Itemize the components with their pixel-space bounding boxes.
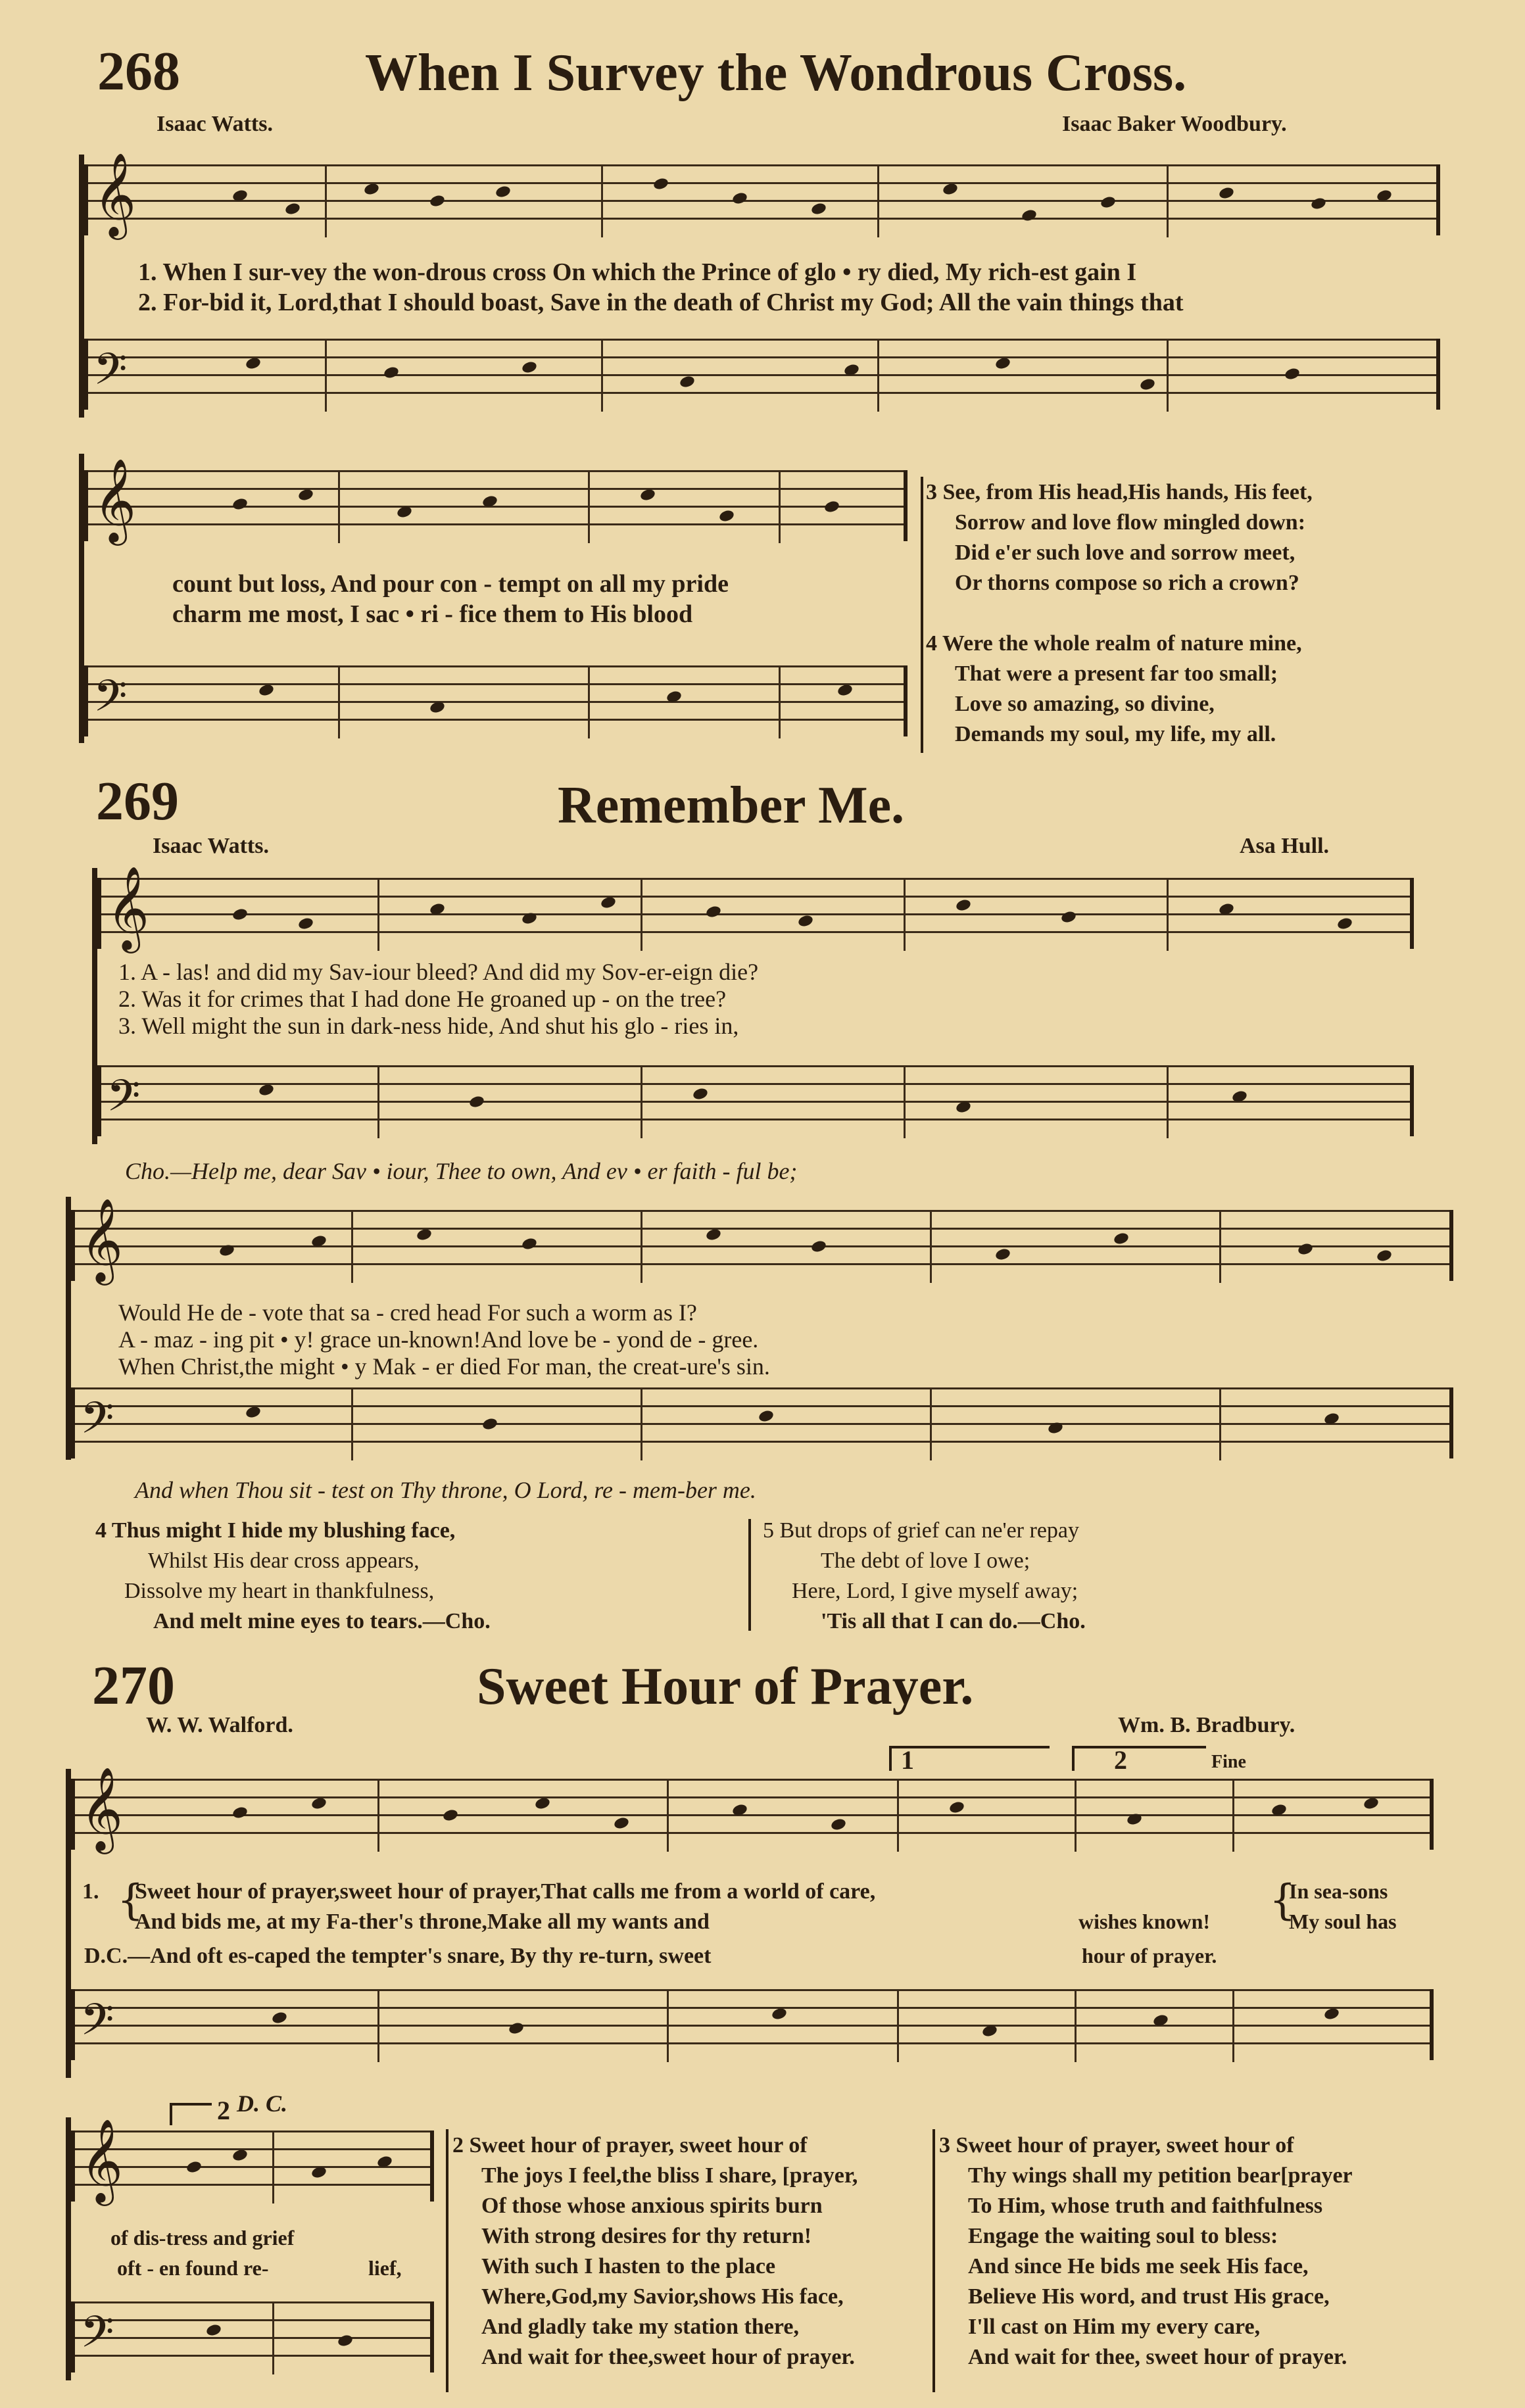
lyric-line: When Christ,the might • y Mak - er died For man, the creat-ure's sin. [118, 1353, 770, 1380]
stanza-4: 4 Thus might I hide my blushing face, Whilst His dear cross appears, Dissolve my heart in thankfulness, And melt mine eyes to tears.—Cho. [95, 1518, 491, 1633]
lyric-line: 3. Well might the sun in dark-ness hide, And shut his glo - ries in, [118, 1013, 739, 1039]
lyric-line: In sea-sons [1289, 1879, 1388, 1903]
lyric-line: lief, [368, 2256, 402, 2280]
stanza-3: 3 See, from His head,His hands, His feet, Sorrow and love flow mingled down: Did e'er such love and sorrow meet, Or thorns compose so rich a crown? [926, 480, 1313, 595]
music-staff-treble [71, 1766, 1434, 1850]
lyric-line: 2. For-bid it, Lord,that I should boast, Save in the death of Christ my God; All the vain things that [138, 289, 1184, 316]
system-bracket [66, 1197, 71, 1460]
column-divider [921, 477, 923, 753]
music-staff-treble [71, 2118, 434, 2202]
treble-clef-icon: 𝄞 [80, 1197, 124, 1282]
stanza-4: 4 Were the whole realm of nature mine, That were a present far too small; Love so amazing, so divine, Demands my soul, my life, my all. [926, 631, 1302, 746]
music-staff-bass [84, 665, 908, 736]
second-ending-number: 2 [217, 2096, 230, 2125]
treble-clef-icon: 𝄞 [93, 458, 137, 542]
music-staff-bass [71, 1387, 1453, 1458]
second-ending-bracket: 2 [1072, 1746, 1206, 1771]
lyric-line: 2. Was it for crimes that I had done He groaned up - on the tree? [118, 986, 727, 1012]
lyric-line: And bids me, at my Fa-ther's throne,Make all my wants and [135, 1910, 710, 1934]
music-credit: Wm. B. Bradbury. [1118, 1713, 1295, 1737]
music-staff-bass [84, 339, 1440, 410]
music-staff-bass [71, 1989, 1434, 2060]
first-ending-bracket [170, 2103, 212, 2125]
hymn-number: 268 [97, 41, 180, 102]
music-staff-treble [84, 458, 908, 542]
lyric-line: 1. When I sur-vey the won-drous cross On which the Prince of glo • ry died, My rich-est gain I [138, 258, 1137, 286]
lyric-line: count but loss, And pour con - tempt on all my pride [172, 570, 729, 598]
treble-clef-icon: 𝄞 [107, 865, 150, 950]
bass-clef-icon: 𝄢 [80, 1994, 114, 2056]
lyric-line: Sweet hour of prayer,sweet hour of prayer,That calls me from a world of care, [135, 1879, 876, 1904]
verse-number: 1. [82, 1879, 99, 1904]
fine-mark: Fine [1211, 1752, 1246, 1772]
lyric-line: A - maz - ing pit • y! grace un-known!And love be - yond de - gree. [118, 1326, 759, 1353]
system-bracket [66, 1769, 71, 2078]
hymn-number: 269 [96, 771, 179, 832]
lyric-line: of dis-tress and grief [110, 2226, 295, 2250]
column-divider [932, 2129, 935, 2392]
lyric-line: My soul has [1289, 1910, 1397, 1933]
hymn-title: When I Survey the Wondrous Cross. [365, 44, 1187, 102]
lyric-line: wishes known! [1078, 1910, 1211, 1933]
music-staff-bass [97, 1065, 1414, 1136]
system-bracket [79, 454, 84, 743]
music-staff-treble [71, 1197, 1453, 1282]
hymn-title: Sweet Hour of Prayer. [477, 1658, 974, 1716]
column-divider [446, 2129, 448, 2392]
bass-clef-icon: 𝄢 [80, 1393, 114, 1454]
words-credit: Isaac Watts. [153, 834, 269, 858]
system-bracket [92, 868, 97, 1144]
bass-clef-icon: 𝄢 [107, 1071, 141, 1132]
brace-icon: { [117, 1876, 144, 1925]
treble-clef-icon: 𝄞 [80, 2118, 124, 2202]
system-bracket [79, 155, 84, 418]
stanza-5: 5 But drops of grief can ne'er repay The debt of love I owe; Here, Lord, I give myself away; 'Tis all that I can do.—Cho. [763, 1518, 1086, 1633]
chorus-line: And when Thou sit - test on Thy throne, O Lord, re - mem-ber me. [135, 1477, 756, 1503]
system-bracket [66, 2117, 71, 2380]
words-credit: Isaac Watts. [157, 112, 273, 136]
bass-clef-icon: 𝄢 [93, 671, 128, 732]
music-staff-treble [97, 865, 1414, 950]
column-divider [748, 1519, 751, 1631]
hymn-number: 270 [92, 1655, 175, 1716]
brace-icon: { [1269, 1876, 1296, 1925]
lyric-line: D.C.—And oft es-caped the tempter's snare, By thy re-turn, sweet [84, 1944, 712, 1968]
stanza-2: 2 Sweet hour of prayer, sweet hour of The joys I feel,the bliss I share, [prayer, Of those whose anxious spirits burn With strong desires for thy return! With such I hasten to the place Where,God,my Savior,shows His face, And gladly take my station there, And wait for thee,sweet hour of prayer. [452, 2133, 858, 2369]
treble-clef-icon: 𝄞 [93, 152, 137, 236]
stanza-3: 3 Sweet hour of prayer, sweet hour of Thy wings shall my petition bear[prayer To Him, whose truth and faithfulness Engage the waiting soul to bless: And since He bids me seek His face, Believe His word, and trust His grace, I'll cast on Him my every care, And wait for thee, sweet hour of prayer. [939, 2133, 1353, 2369]
music-credit: Isaac Baker Woodbury. [1062, 112, 1287, 136]
bass-clef-icon: 𝄢 [80, 2307, 114, 2368]
treble-clef-icon: 𝄞 [80, 1766, 124, 1850]
music-staff-bass [71, 2301, 434, 2372]
lyric-line: charm me most, I sac • ri - fice them to His blood [172, 600, 693, 628]
chorus-line: Cho.—Help me, dear Sav • iour, Thee to own, And ev • er faith - ful be; [125, 1158, 798, 1184]
bass-clef-icon: 𝄢 [93, 344, 128, 405]
lyric-line: 1. A - las! and did my Sav-iour bleed? And did my Sov-er-eign die? [118, 959, 759, 985]
lyric-line: hour of prayer. [1082, 1944, 1217, 1967]
lyric-line: oft - en found re- [117, 2256, 269, 2280]
words-credit: W. W. Walford. [146, 1713, 293, 1737]
lyric-line: Would He de - vote that sa - cred head For such a worm as I? [118, 1299, 697, 1326]
first-ending-bracket: 1 [889, 1746, 1050, 1771]
dc-mark: D. C. [237, 2090, 288, 2117]
music-staff-treble [84, 152, 1440, 236]
music-credit: Asa Hull. [1240, 834, 1330, 858]
hymn-title: Remember Me. [558, 777, 905, 834]
